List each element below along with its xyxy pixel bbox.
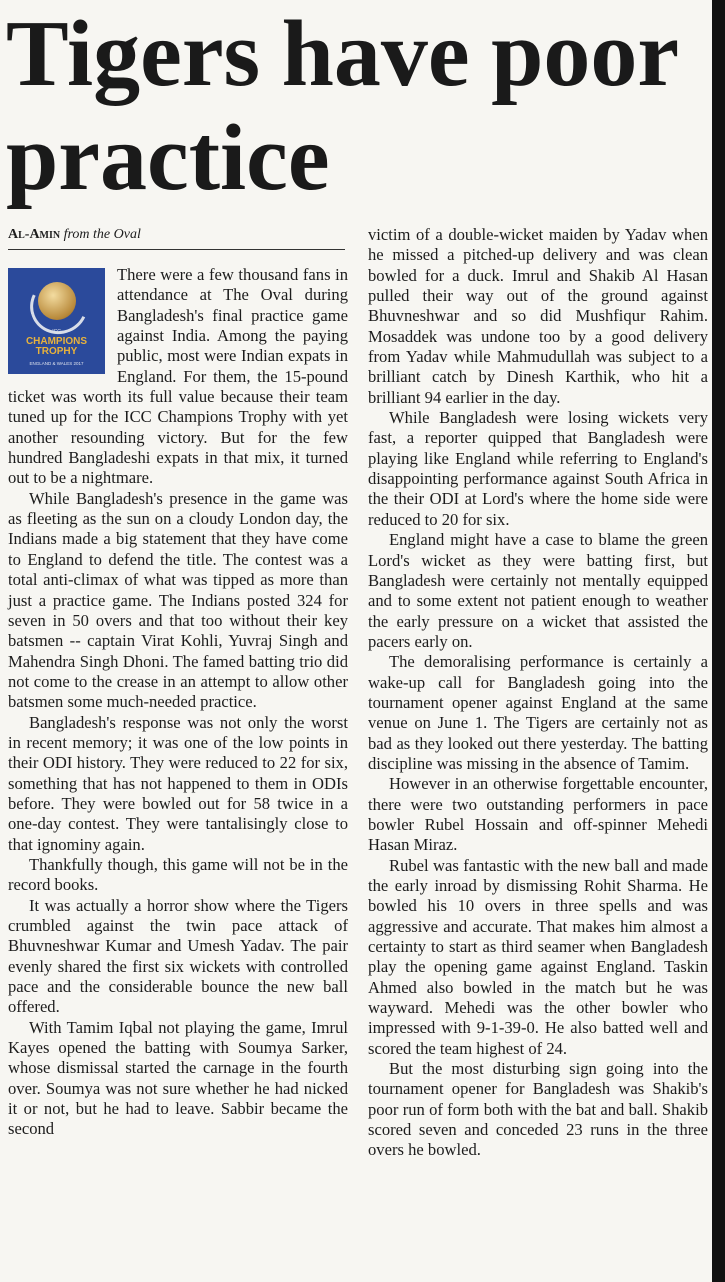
headline: Tigers have poor practice (6, 2, 678, 210)
logo-title: CHAMPIONS TROPHY (25, 336, 88, 357)
paragraph: Bangladesh's response was not only the worst in recent memory; it was one of the low points in their ODI history. They were reduced to 22 for six, something that has not happened to them in ODIs before. They were bowled out for 58 twice in a one-day contest. They were tantalisingly close to that ignominy again. (8, 712, 348, 854)
paragraph: But the most disturbing sign going into the tournament opener for Bangladesh was Shakib's poor run of form both with the bat and ball. Shakib scored seven and conceded 23 runs in the three overs he bowled. (368, 1059, 708, 1160)
paragraph: With Tamim Iqbal not playing the game, Imrul Kayes opened the batting with Soumya Sarker, whose dismissal started the carnage in the fourth over. Soumya was not sure whether he had nicked it or not, but he had to leave. Sabbir became the second (8, 1017, 348, 1139)
paragraph: victim of a double-wicket maiden by Yadav when he missed a pitched-up delivery and was clean bowled for a duck. Imrul and Shakib Al Hasan pulled their way out of the ground against Bhuvneshwar and so did Mushfiqur Rahim. Mosaddek was undone too by a good delivery from Yadav while Mahmudullah was subject to a brilliant catch by Dinesh Karthik, who hit a brilliant 94 earlier in the day. (368, 225, 708, 407)
byline (8, 227, 345, 250)
paragraph: There were a few thousand fans in attendance at The Oval during Bangladesh's final practice game against India. Among the paying public, most were Indian expats in England. For them, the 15-pound ticket was worth its full value because their team tuned up for the ICC Champions Trophy with yet another resounding victory. But for the few hundred Bangladeshi expats in that mix, it turned out to be a nightmare. (8, 265, 348, 488)
article-column-left (8, 265, 348, 1140)
logo-ball-icon (38, 282, 76, 320)
paragraph: While Bangladesh were losing wickets very fast, a reporter quipped that Bangladesh were playing like England while referring to England's disappointing performance against South Africa in the their ODI at Lord's where the home side were reduced to 20 for six. (368, 408, 708, 529)
paragraph: The demoralising performance is certainly a wake-up call for Bangladesh going into the tournament opener against England at the same venue on June 1. The Tigers are certainly not as bad as they looked out there yesterday. The batting discipline was missing in the absence of Tamim. (368, 652, 708, 773)
logo-icc: ICC (52, 329, 61, 335)
paragraph: However in an otherwise forgettable encounter, there were two outstanding performers in pace bowler Rubel Hossain and off-spinner Mehedi Hasan Miraz. (368, 774, 708, 855)
paragraph: Rubel was fantastic with the new ball and made the early inroad by dismissing Rohit Sharma. He bowled his 10 overs in three spells and was aggressive and accurate. That makes him almost a certainty to start as third seamer when Bangladesh play the opening game against England. Taskin Ahmed also bowled in the match but he was wayward. Mehedi was the other bowler who impressed with 9-1-39-0. He also batted well and scored the team highest of 24. (368, 855, 708, 1058)
champions-trophy-logo (8, 268, 105, 374)
paragraph: It was actually a horror show where the Tigers crumbled against the twin pace attack of Bhuvneshwar Kumar and Umesh Yadav. The pair evenly shared the first six wickets with controlled pace and the considerable bounce the new ball offered. (8, 895, 348, 1017)
article-column-right (368, 225, 708, 1161)
paragraph: England might have a case to blame the green Lord's wicket as they were batting first, but Bangladesh were certainly not mentally equipped and to some extent not patient enough to weather the early pressure on a wicket that assisted the pacers early on. (368, 530, 708, 651)
paragraph: While Bangladesh's presence in the game was as fleeting as the sun on a cloudy London day, the Indians made a big statement that they have come to England to defend the title. The contest was a total anti-climax of what was tipped as more than just a practice game. The Indians posted 324 for seven in 50 overs and that too without their key batsmen -- captain Virat Kohli, Yuvraj Singh and Mahendra Singh Dhoni. The famed batting trio did not come to the crease in an attempt to allow other batsmen some much-needed practice. (8, 488, 348, 712)
logo-subtitle: ENGLAND & WALES 2017 (29, 361, 84, 366)
page-edge (712, 0, 725, 1282)
paragraph: Thankfully though, this game will not be in the record books. (8, 854, 348, 895)
author-name: Al-Amin (8, 227, 61, 242)
byline-location: from the Oval (63, 227, 141, 242)
